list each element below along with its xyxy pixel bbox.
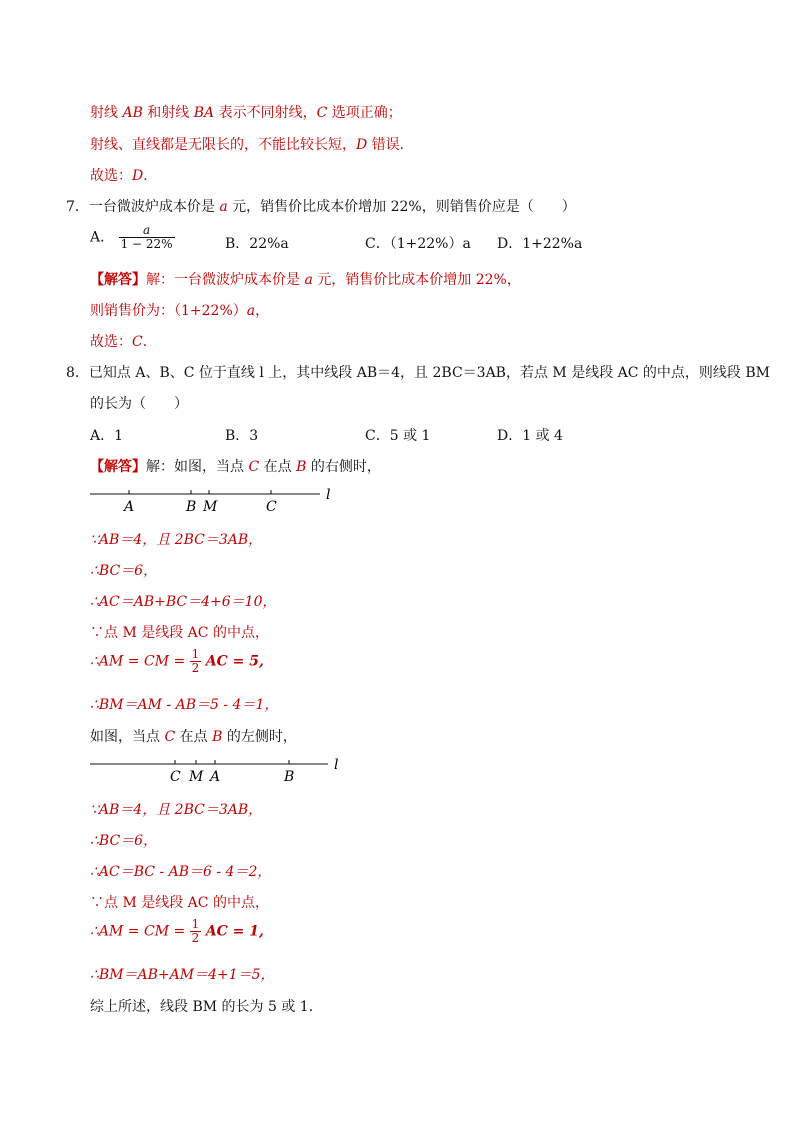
case1-step-6: ∴BM＝AM - AB＝5 - 4＝1， [90,697,279,713]
q8-stem-line-2: 的长为（ ） [90,396,188,412]
prev-line-2: 射线、直线都是无限长的，不能比较长短，D 错误． [90,137,414,153]
q7-option-b: B．22%a [225,236,289,252]
figure-1-number-line [88,484,348,516]
case1-step-1: ∵AB＝4，且 2BC＝3AB， [90,532,263,548]
case1-step-4: ∵点 M 是线段 AC 的中点， [90,625,269,641]
case2-step-2: ∴BC＝6， [90,833,158,849]
q7-option-c: C．（1+22%）a [365,236,471,252]
q7-option-d: D．1+22%a [497,236,583,252]
case2-step-5: ∴AM = CM = $\frac{1}{2}$ AC = 1, [90,917,264,945]
q7-stem: 7．一台微波炉成本价是 a 元，销售价比成本价增加 22%，则销售价应是（ ） [66,199,576,215]
q8-option-b: B．3 [225,428,259,444]
case1-step-2: ∴BC＝6， [90,563,158,579]
q8-option-c: C．5 或 1 [365,428,431,444]
point-m-label: M [203,499,218,515]
q7-option-a: A． $\frac{a}{1 - 22\%}$ [90,223,173,251]
case2-step-3: ∴AC＝BC - AB＝6 - 4＝2， [90,864,272,880]
case2-step-6: ∴BM＝AB+AM＝4+1＝5， [90,967,275,983]
point-a-label: A [210,769,221,785]
q8-option-d: D．1 或 4 [497,428,563,444]
case1-step-3: ∴AC＝AB+BC＝4+6＝10， [90,594,277,610]
prev-line-1: 射线 AB 和射线 BA 表示不同射线，C 选项正确； [90,105,402,121]
case1-step-5: ∴AM = CM = $\frac{1}{2}$ AC = 5, [90,647,264,675]
prev-line-3: 故选：D． [90,168,158,184]
q8-solution-intro: 【解答】解：如图，当点 C 在点 B 的右侧时， [90,459,381,475]
point-c-label: C [170,769,181,785]
q8-stem-line-1: 8．已知点 A、B、C 位于直线 l 上，其中线段 AB＝4，且 2BC＝3AB，若点 M 是线段 AC 的中点，则线段 BM [66,365,771,381]
half-fraction: $\frac{1}{2}$ [191,647,200,675]
point-b-label: B [186,499,197,515]
case2-intro: 如图，当点 C 在点 B 的左侧时， [90,729,297,745]
point-m-label: M [189,769,204,785]
half-fraction: $\frac{1}{2}$ [191,917,200,945]
q7-option-a-fraction: $\frac{a}{1 - 22\%}$ [120,223,173,251]
case2-step-1: ∵AB＝4，且 2BC＝3AB， [90,802,263,818]
q7-answer-line-3: 故选：C． [90,334,157,350]
line-l-label: l [326,487,331,503]
figure-2-number-line [88,754,348,786]
q8-conclusion: 综上所述，线段 BM 的长为 5 或 1． [90,999,323,1015]
case2-step-4: ∵点 M 是线段 AC 的中点， [90,895,269,911]
line-l-label: l [334,757,339,773]
q7-answer-line-1: 【解答】解：一台微波炉成本价是 a 元，销售价比成本价增加 22%， [90,272,521,288]
q7-answer-line-2: 则销售价为：（1+22%）a， [90,303,270,319]
q8-option-a: A．1 [90,428,124,444]
point-c-label: C [266,499,277,515]
point-a-label: A [124,499,135,515]
point-b-label: B [284,769,295,785]
